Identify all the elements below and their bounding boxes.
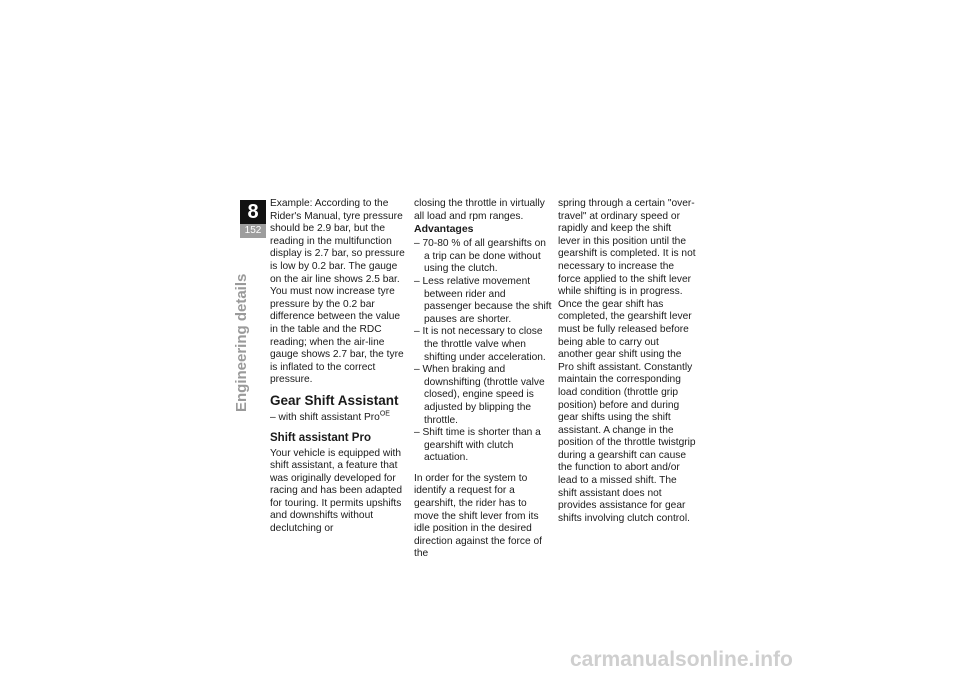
optional-prefix: – with shift assistant Pro <box>270 411 380 423</box>
example-paragraph: Example: According to the Rider's Manual, tyre pressure should be 2.9 bar, but the reading in the multifunction display is 2.7 bar, so pressure is low by 0.2 bar. The gauge on the air line shows 2.5 bar. You must now increase tyre pressure by the 0.2 bar difference between the value in the table and the RDC reading; when the air-line gauge shows 2.7 bar, the tyre is inflated to the correct pressure. <box>270 198 405 386</box>
list-item: – 70-80 % of all gearshifts on a trip can be done without using the clutch. <box>414 238 546 275</box>
list-item: – Shift time is shorter than a gearshift with clutch actuation. <box>414 427 541 464</box>
continuation-paragraph: closing the throttle in virtually all load and rpm ranges. <box>414 198 545 222</box>
gearshift-paragraph: In order for the system to identify a request for a gearshift, the rider has to move the shift lever from its idle position in the desired direction against the force of the <box>414 472 542 560</box>
shift-lever-paragraph: spring through a certain "over-travel" at ordinary speed or rapidly and keep the shift lever in this position until the gearshift is completed. It is not necessary to increase the force applied to the shift lever while shifting is in progress. Once the gear shift has completed, the gearshift lever must be fully released before being able to carry out another gear shift using the Pro shift assistant. Constantly maintain the corresponding load condition (throttle grip position) before and during gear shifts using the shift assistant. A change in the position of the throttle twistgrip during a gearshift can cause the function to abort and/or lead to a missed shift. The shift assistant does not provides assistance for gear shifts involving clutch control. <box>558 198 696 524</box>
section-heading: Gear Shift Assistant <box>270 392 399 408</box>
column-3 <box>558 198 696 525</box>
list-item: – Less relative movement between rider and passenger because the shift pauses are shorter. <box>414 275 552 325</box>
oe-tag: OE <box>379 410 390 418</box>
intro-paragraph: Your vehicle is equipped with shift assistant, a feature that was originally developed for racing and has been adapted for touring. It permits upshifts and downshifts without declutching or <box>270 447 402 535</box>
advantages-list <box>414 238 552 465</box>
list-item: – It is not necessary to close the throttle valve when shifting under acceleration. <box>414 326 546 363</box>
column-2 <box>414 198 552 561</box>
column-1 <box>270 198 408 536</box>
list-item: – When braking and downshifting (throttle valve closed), engine speed is adjusted by blipping the throttle. <box>414 364 545 426</box>
subsection-heading: Shift assistant Pro <box>270 431 371 444</box>
advantages-heading: Advantages <box>414 223 474 236</box>
optional-equipment-line <box>270 412 408 425</box>
page-number: 152 <box>240 224 266 238</box>
chapter-title: Engineering details <box>233 273 250 412</box>
watermark: carmanualsonline.info <box>570 648 793 671</box>
chapter-number: 8 <box>240 200 266 224</box>
